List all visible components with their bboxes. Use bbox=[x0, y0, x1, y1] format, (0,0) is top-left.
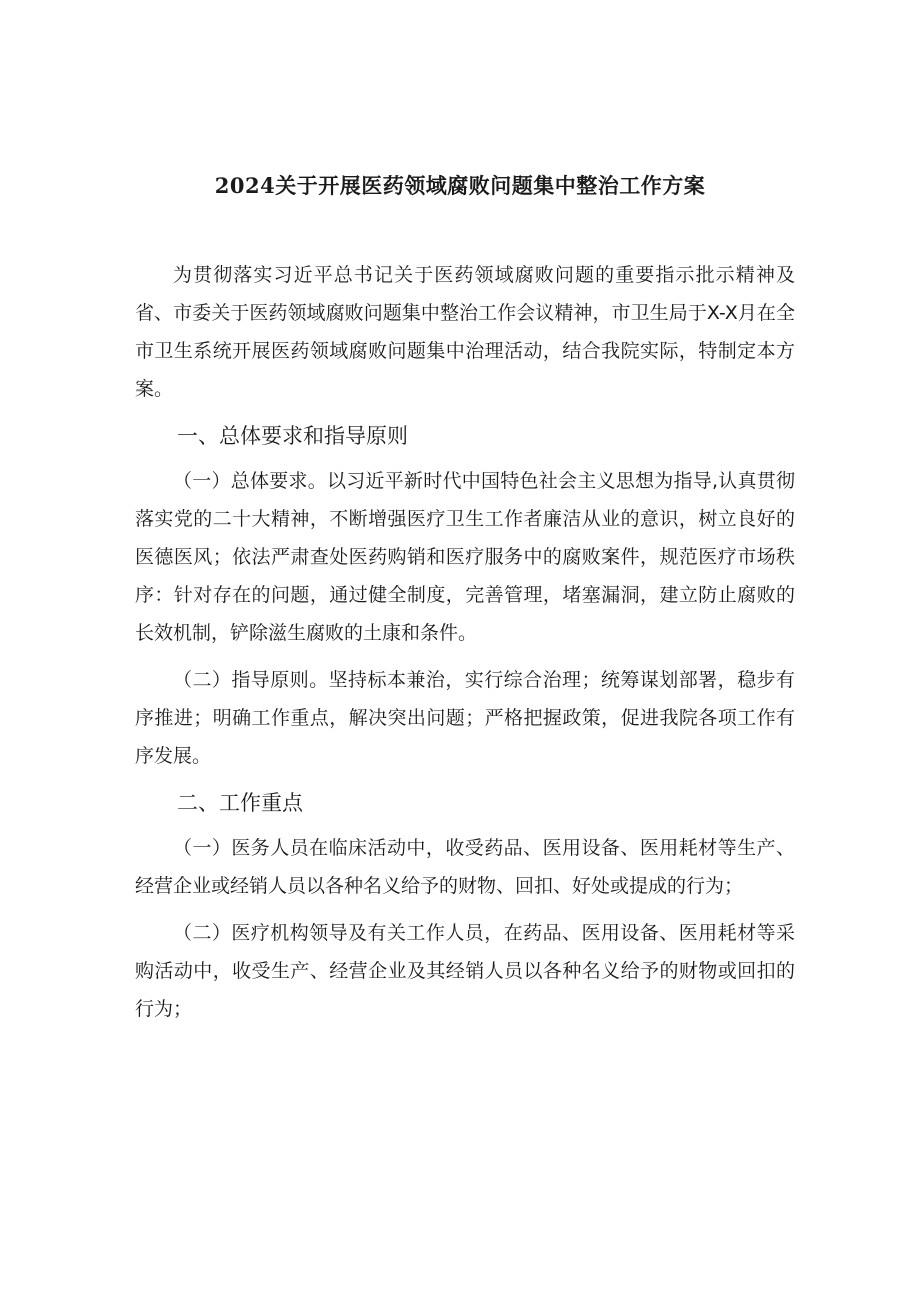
section-1-paragraph-2: （二）指导原则。坚持标本兼治，实行综合治理；统筹谋划部署，稳步有序推进；明确工作重点，解决突出问题；严格把握政策，促进我院各项工作有序发展。 bbox=[135, 669, 795, 767]
document-body bbox=[135, 256, 795, 1037]
document-title: 2024关于开展医药领域腐败问题集中整治工作方案 bbox=[214, 173, 706, 198]
section-heading-2: 二、工作重点 bbox=[177, 791, 303, 815]
section-heading-1: 一、总体要求和指导原则 bbox=[177, 424, 408, 448]
section-1-paragraph-1: （一）总体要求。以习近平新时代中国特色社会主义思想为指导,认真贯彻落实党的二十大精神，不断增强医疗卫生工作者廉洁从业的意识，树立良好的医德医风；依法严肃查处医药购销和医疗服务中的腐败案件，规范医疗市场秩序：针对存在的问题，通过健全制度，完善管理，堵塞漏洞，建立防止腐败的长效机制，铲除滋生腐败的土康和条件。 bbox=[135, 470, 795, 644]
section-2-paragraph-1: （一）医务人员在临床活动中，收受药品、医用设备、医用耗材等生产、经营企业或经销人员以各种名义给予的财物、回扣、好处或提成的行为； bbox=[135, 837, 795, 897]
section-2-paragraph-2: （二）医疗机构领导及有关工作人员，在药品、医用设备、医用耗材等采购活动中，收受生产、经营企业及其经销人员以各种名义给予的财物或回扣的行为； bbox=[135, 922, 795, 1020]
intro-paragraph: 为贯彻落实习近平总书记关于医药领域腐败问题的重要指示批示精神及省、市委关于医药领域腐败问题集中整治工作会议精神，市卫生局于X-X月在全市卫生系统开展医药领域腐败问题集中治理活动，结合我院实际，特制定本方案。 bbox=[135, 264, 795, 400]
